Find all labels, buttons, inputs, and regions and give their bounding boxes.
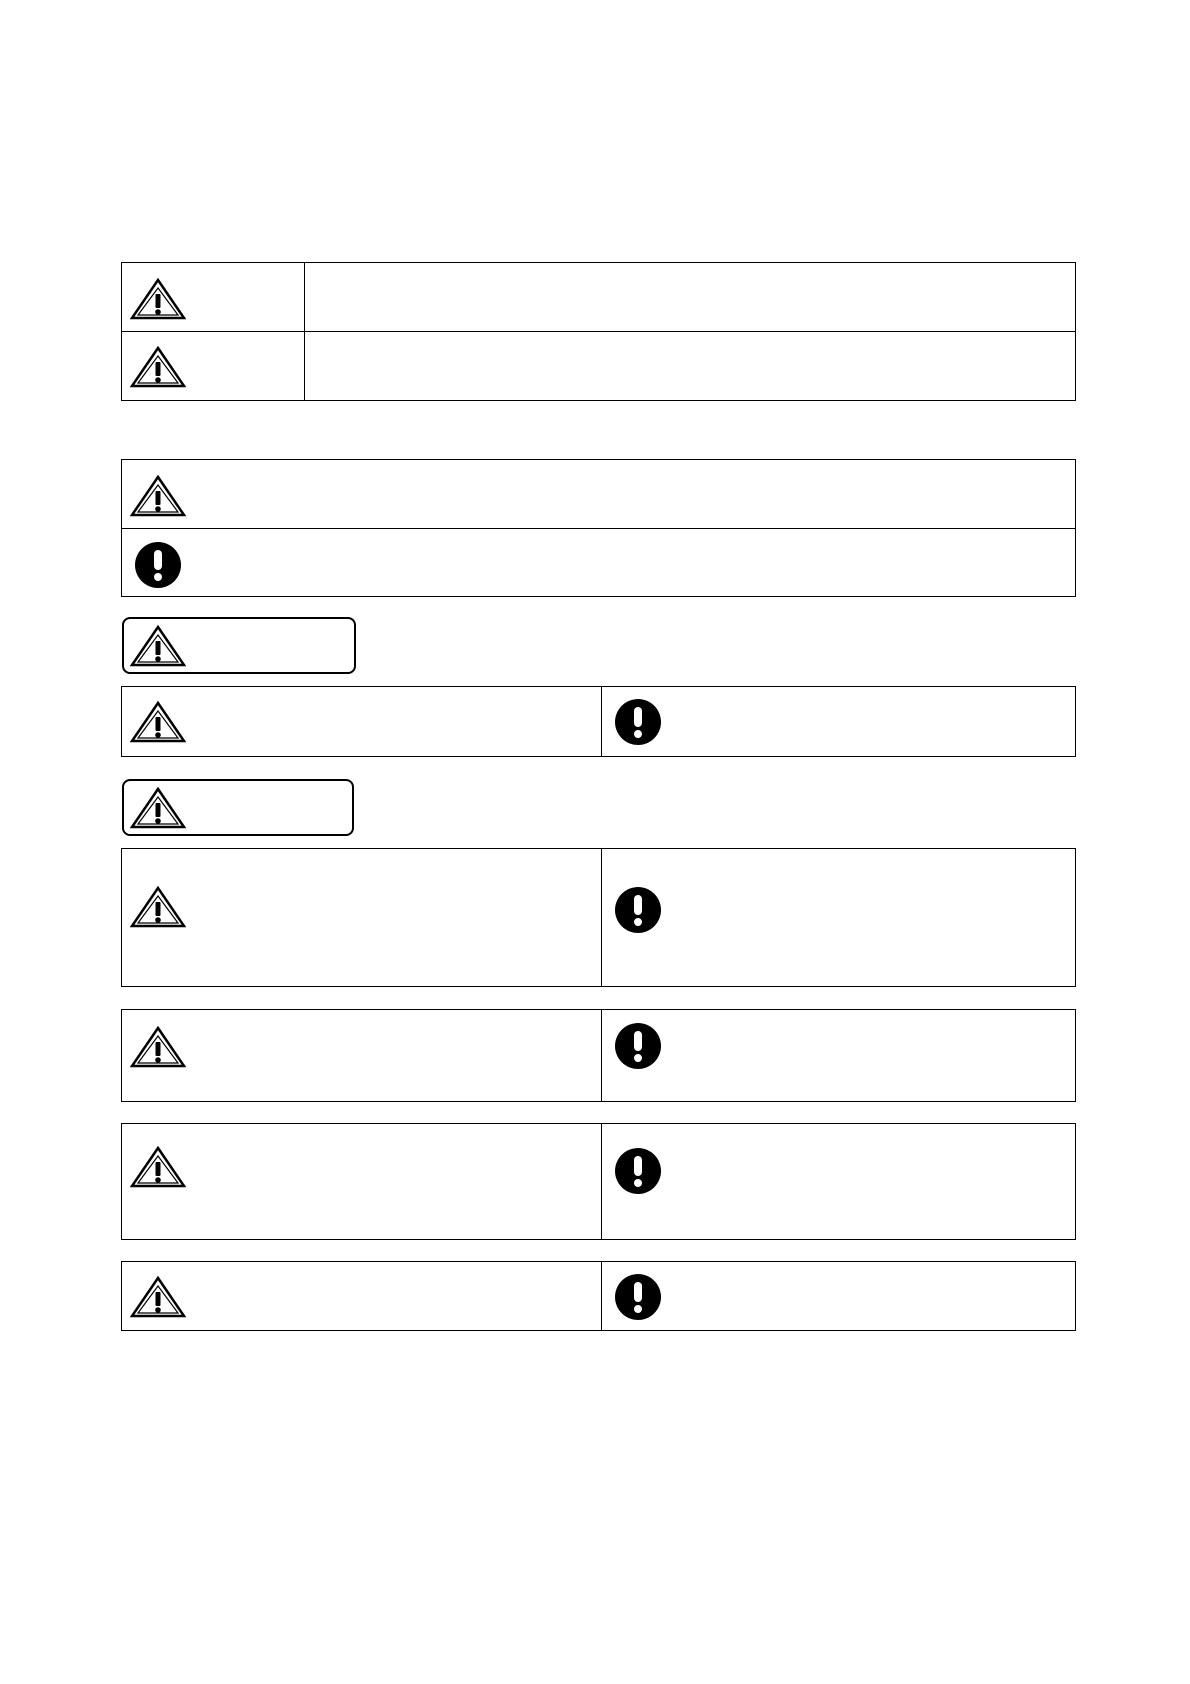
- meaning-row-divider: [122, 528, 1075, 529]
- instruction-row: [121, 1123, 1076, 1240]
- instruction-row: [121, 686, 1076, 757]
- mandatory-action-icon: [613, 1148, 663, 1194]
- row-column-divider: [601, 687, 602, 756]
- warning-triangle-icon: [130, 1275, 186, 1319]
- warning-triangle-icon: [130, 474, 186, 518]
- mandatory-action-icon: [133, 542, 183, 588]
- warning-triangle-icon: [130, 700, 186, 744]
- row-column-divider: [601, 849, 602, 986]
- warning-triangle-icon: [130, 624, 186, 668]
- symbol-meaning-table: [121, 459, 1076, 597]
- section-label-warning: [122, 617, 356, 674]
- section-label-caution: [122, 779, 354, 836]
- instruction-row: [121, 1009, 1076, 1102]
- mandatory-action-icon: [613, 1023, 663, 1069]
- row-column-divider: [601, 1262, 602, 1330]
- row-column-divider: [601, 1010, 602, 1101]
- warning-triangle-icon: [130, 277, 186, 321]
- mandatory-action-icon: [613, 1274, 663, 1320]
- row-column-divider: [601, 1124, 602, 1239]
- mandatory-action-icon: [613, 699, 663, 745]
- instruction-row: [121, 1261, 1076, 1331]
- symbol-legend-table: [121, 262, 1076, 401]
- warning-triangle-icon: [130, 1025, 186, 1069]
- instruction-row: [121, 848, 1076, 987]
- warning-triangle-icon: [130, 786, 186, 830]
- warning-triangle-icon: [130, 885, 186, 929]
- warning-triangle-icon: [130, 1145, 186, 1189]
- mandatory-action-icon: [613, 887, 663, 933]
- warning-triangle-icon: [130, 345, 186, 389]
- legend-row-divider: [122, 331, 1075, 332]
